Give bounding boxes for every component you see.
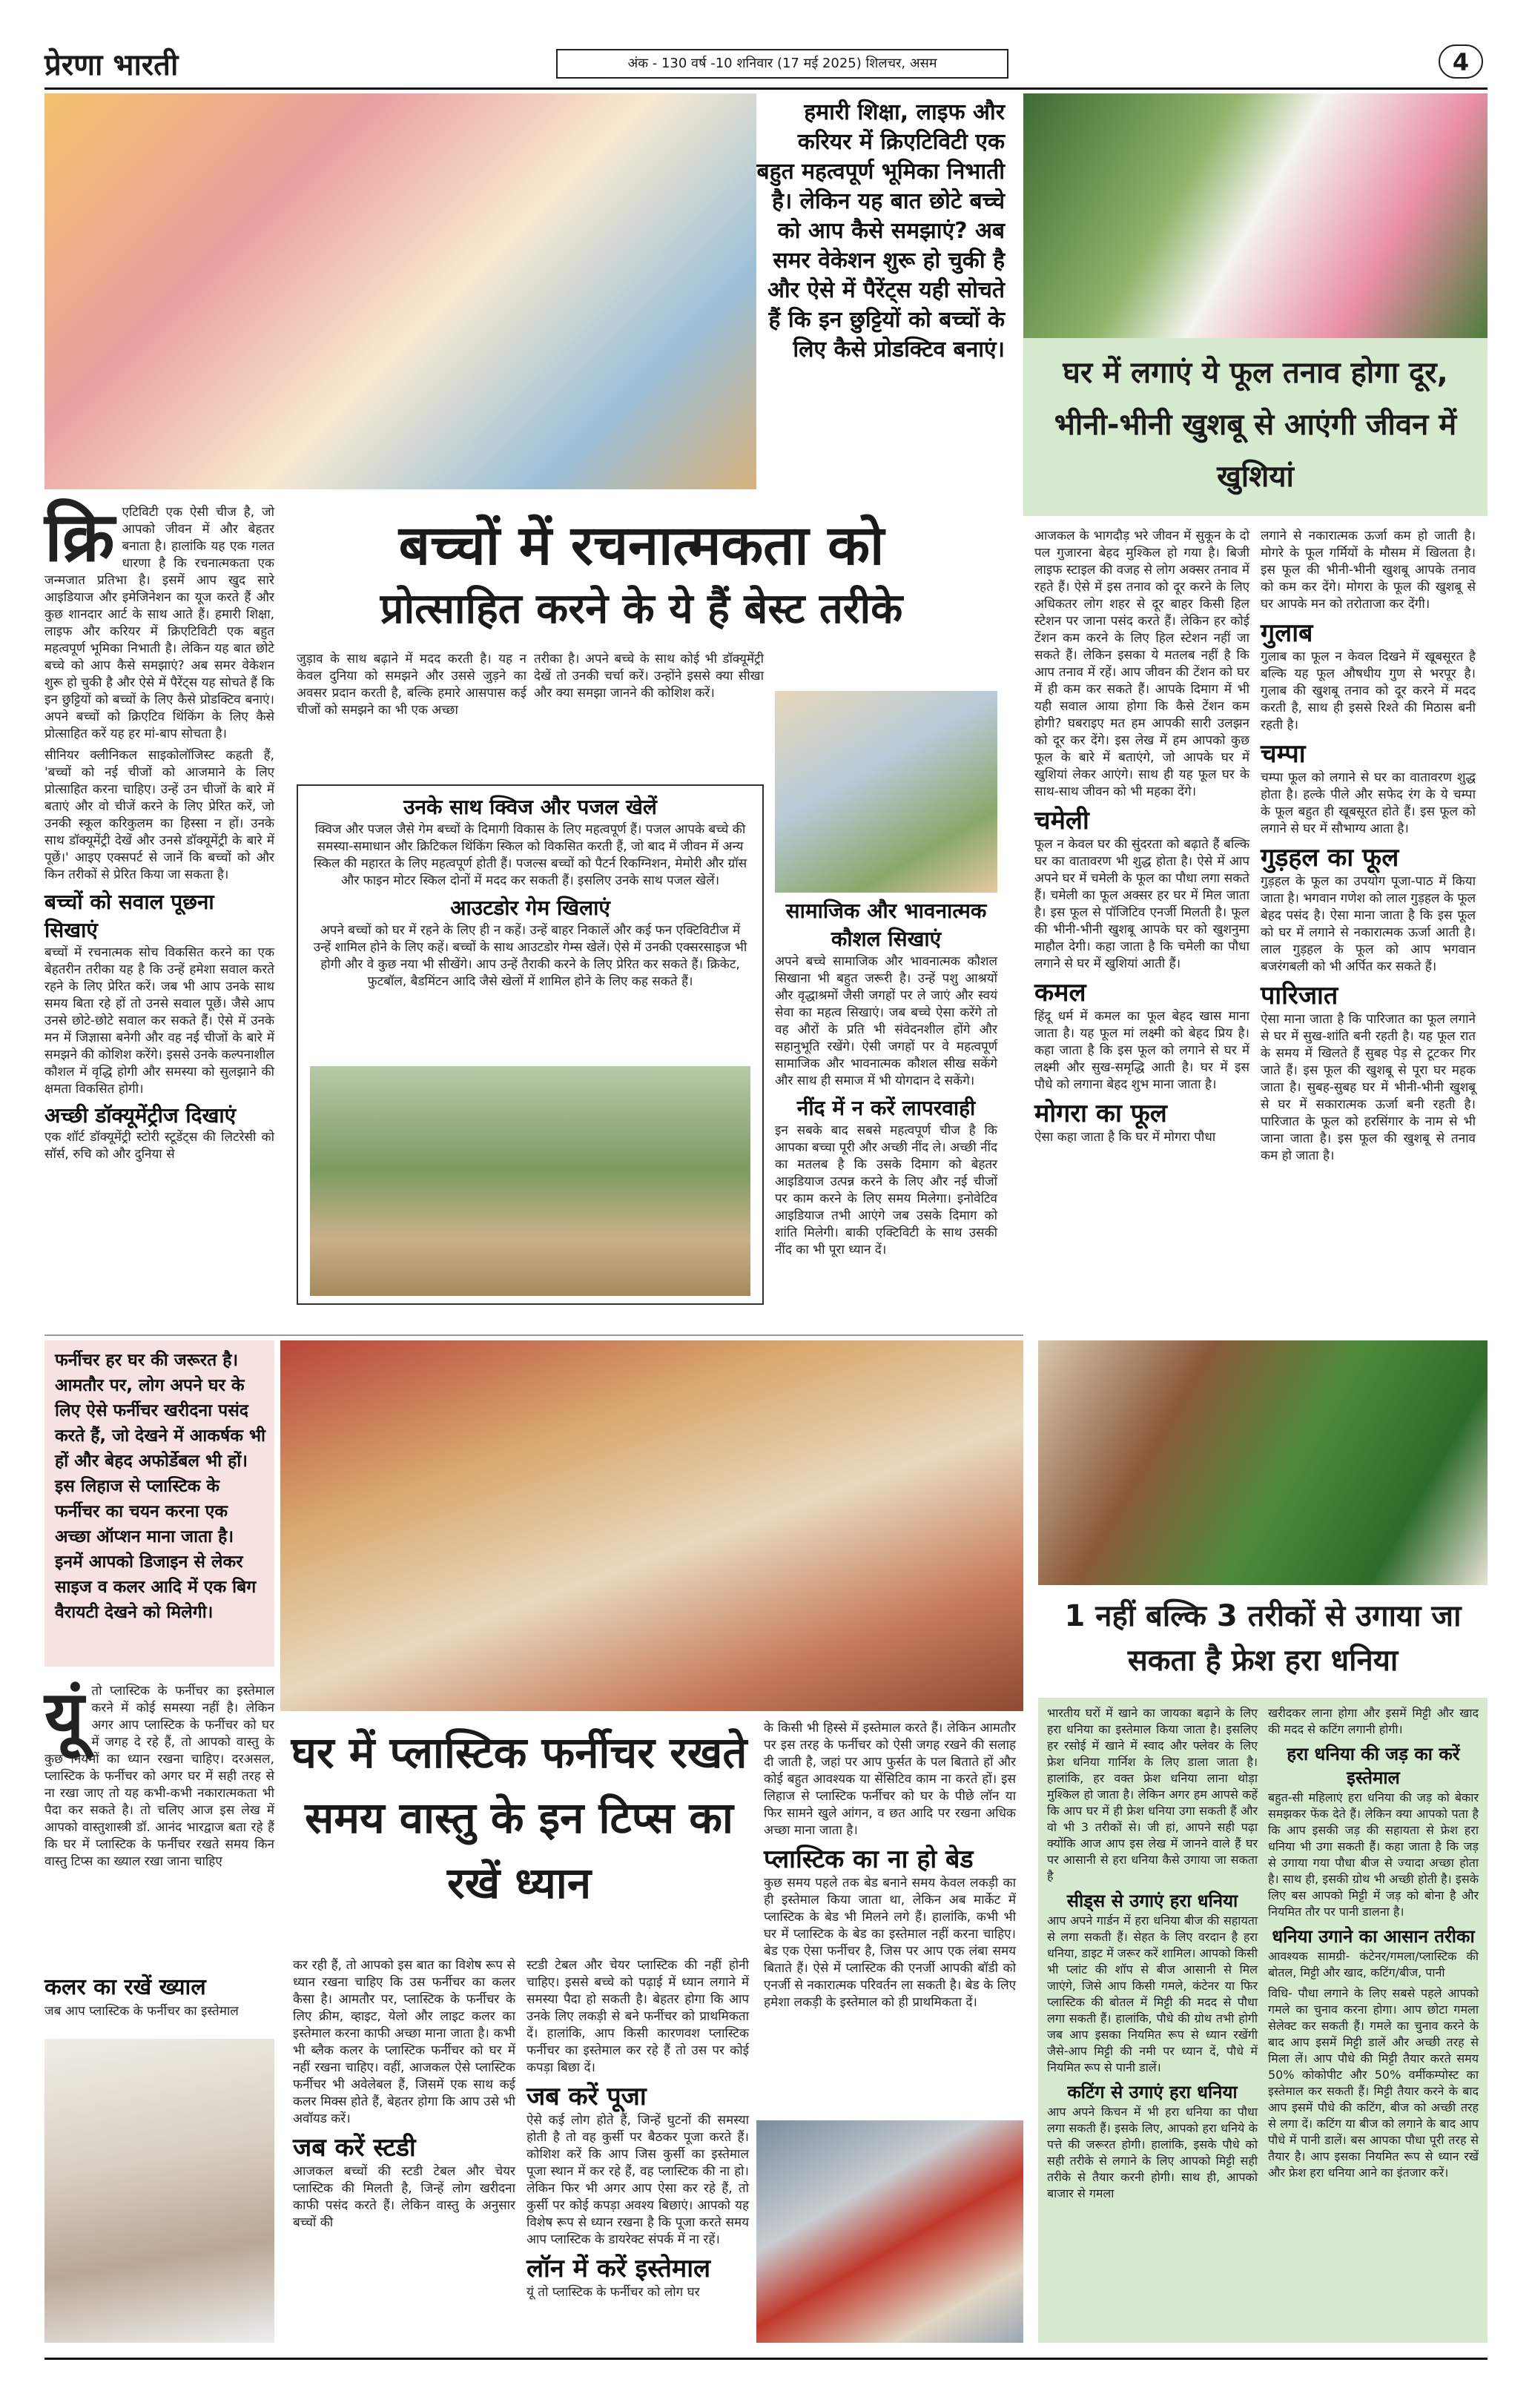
sub-gulab: गुलाब — [1261, 618, 1313, 648]
flowers-col2 — [1261, 528, 1476, 1329]
roots-text: बहुत-सी महिलाएं हरा धनिया की जड़ को बेकार समझकर फेंक देते हैं। लेकिन क्या आपको पता है कि आप इसकी जड़ की सहायता से फ्रेश हरा धनिया भी उगा सकती हैं। कहा जाता है कि जड़ से उगाया गया पौधा बीज से ज्यादा अच्छा होता है। साथ ही, इसकी ग्रोथ भी अच्छी होती है। इसके लिए बस आपको मिट्टी में जड़ को बोना है और नियमित तौर पर पानी डालना है। — [1268, 1790, 1479, 1919]
sub-documentaries: अच्छी डॉक्यूमेंट्रीज दिखाएं — [44, 1103, 237, 1128]
creativity-col3: तरीका है। अपने बच्चे के साथ कोई भी डॉक्यूमेंट्री देखें तो उनकी चर्चा करें। उन्होंने इससे क्या सीखा और क्या समझा जानने की कोशिश करें। — [534, 652, 764, 701]
coriander-col2-intro: खरीदकर लाना होगा और इसमें मिट्टी और खाद की मदद से कटिंग लगानी होगी। — [1268, 1706, 1479, 1736]
gudhal-text: गुड़हल के फूल का उपयोग पूजा-पाठ में किया जाता है। भगवान गणेश को लाल गुड़हल के फूल बेहद पसंद है। ऐसा माना जाता है कि इस फूल को घर में लगाने से नकारात्मक ऊर्जा आती है। लाल गुड़हल के फूल को आप भगवान बजरंगबली को भी अर्पित कर सकते हैं। — [1261, 874, 1476, 974]
documentaries-text: एक शॉर्ट डॉक्यूमेंट्री स्टोरी स्टूडेंट्स की लिटरेसी को सॉर्स, रुचि को और दुनिया से — [44, 1130, 274, 1162]
furniture-col1 — [44, 1676, 274, 1979]
sleep-text: इन सबके बाद सबसे महत्वपूर्ण चीज है कि आपका बच्चा पूरी और अच्छी नींद ले। अच्छी नींद का मतलब है कि उसके दिमाग को बेहतर आइडियाज उत्पन्न करने के लिए और नई चीजों पर काम करने के लिए समय मिलेगा। इनोवेटिव आइडियाज तभी आएंगे जब उसके दिमाग को शांति मिलेगी। बाकी एक्टिविटी के साथ उसकी नींद का भी पूरा ध्यान दें। — [775, 1123, 997, 1257]
bottom-rule — [44, 2358, 1488, 2360]
creativity-intro: हमारी शिक्षा, लाइफ और करियर में क्रिएटिविटी एक बहुत महत्वपूर्ण भूमिका निभाती है। लेकिन यह बात छोटे बच्चे को आप कैसे समझाएं? अब समर वेकेशन शुरू हो चुकी है और ऐसे में पैरेंट्स यही सोचते हैं कि इन छुट्टियों को बच्चों के लिए कैसे प्रोडक्टिव बनाएं। — [756, 99, 1005, 363]
creativity-headline-2: प्रोत्साहित करने के ये हैं बेस्ट तरीके — [380, 585, 903, 633]
puja-text: ऐसे कई लोग होते हैं, जिन्हें घुटनों की समस्या होती है तो वह कुर्सी पर बैठकर पूजा करते हैं। कोशिश करें कि आप जिस कुर्सी का इस्तेमाल पूजा स्थान में कर रहे हैं, वह प्लास्टिक की ना हो। लेकिन फिर भी अगर आप ऐसा कर रहे हैं, तो कुर्सी पर कोई कपड़ा अवश्य बिछाएं। आपको यह विशेष रूप से ध्यान रखना है कि पूजा करते समय आप प्लास्टिक के डायरेक्ट संपर्क में ना रहें। — [526, 2113, 749, 2247]
outdoor-text: अपने बच्चों को घर में रहने के लिए ही न कहें। उन्हें बाहर निकालें और कई फन एक्टिविटीज में उन्हें शामिल होने के लिए कहें। बच्चों के साथ आउटडोर गेम्स खेलें। ऐसे में उनकी एक्सरसाइज भी होगी और वे कुछ नया भी सीखेंगे। आप उन्हें तैराकी करने के लिए प्रेरित कर सकते हैं। क्रिकेट, फुटबॉल, बैडमिंटन आदि जैसे खेलों में शामिल होने के लिए कह सकते हैं। — [313, 923, 747, 989]
furniture-col2 — [293, 1957, 515, 2343]
study-text: आजकल बच्चों की स्टडी टेबल और चेयर प्लास्टिक की मिलती है, जिन्हें लोग खरीदना काफी पसंद करते हैं। लेकिन वास्तु के अनुसार बच्चों की — [293, 2164, 515, 2230]
creativity-col1 — [44, 497, 274, 1312]
flowers-intro: आजकल के भागदौड़ भरे जीवन में सुकून के दो पल गुजारना बेहद मुश्किल हो गया है। बिजी लाइफ स्टाइल की वजह से लोग अक्सर तनाव में रहते हैं। ऐसे में इस तनाव को दूर करने के लिए अधिकतर लोग शहर से दूर बाहर किसी हिल स्टेशन पर जाना पसंद करते हैं। लेकिन हर कोई टेंशन कम करने के लिए हिल स्टेशन नहीं जा सकते हैं। लेकिन इसका ये मतलब नहीं है कि आप तनाव में रहें। आप जीवन की टेंशन को घर में ही कम कर सकते हैं। आपके दिमाग में भी यही सवाल आया होगा कि कैसे टेंशन कम होगी? घबराइए मत हम आपकी सारी उलझन को दूर कर देंगे। इस लेख में हम आपको कुछ फूल के बारे में बताएंगे, जो आपके घर में खुशियां लेकर आएंगे। साथ ही यह फूल घर के साथ-साथ जीवन को भी महका देंगे। — [1034, 529, 1249, 799]
patio-furniture-image — [280, 1340, 1023, 1711]
social-text: अपने बच्चे सामाजिक और भावनात्मक कौशल सिखाना भी बहुत जरूरी है। उन्हें पशु आश्रयों और वृद्धाश्रमों जैसी जगहों पर ले जाएं और स्वयं सेवा का महत्व सिखाएं। जब बच्चे ऐसा करेंगे तो वह औरों के प्रति भी संवेदनशील होंगे और सहानुभूति रखेंगे। ऐसी जगहों पर वे महत्वपूर्ण सामाजिक और भावनात्मक कौशल सीख सकेंगे और साथ ही समाज में भी योगदान दे सकेंगे। — [775, 954, 997, 1088]
sub-color: कलर का रखें ख्याल — [44, 1974, 206, 2000]
furniture-col3-text: स्टडी टेबल और चेयर प्लास्टिक की नहीं होनी चाहिए। इससे बच्चे को पढ़ाई में ध्यान लगाने में समस्या पैदा हो सकती है। बेहतर होगा कि आप उनके लिए लकड़ी से बने फर्नीचर को प्राथमिकता दें। हालांकि, आप किसी कारणवश प्लास्टिक फर्नीचर का इस्तेमाल कर रहे हैं तो उस पर कोई कपड़ा बिछा दें। — [526, 1958, 749, 2075]
creativity-col1-para1: एटिविटी एक ऐसी चीज है, जो आपको जीवन में और बेहतर बनाता है। हालांकि यह एक गलत धारणा है कि रचनात्मकता एक जन्मजात प्रतिभा है। इसमें आप खुद सारे आइडियाज और इमेजिनेशन का यूज करते हैं और कुछ शानदार आर्ट के साथ आते हैं। हमारी शिक्षा, लाइफ और करियर में क्रिएटिविटी एक बहुत महत्वपूर्ण भूमिका निभाती है। लेकिन यह बात छोटे बच्चे को आप कैसे समझाएं? अब समर वेकेशन शुरू हो चुकी है और ऐसे में पैरेंट्स यह सोचते हैं कि इन छुट्टियों को बच्चों के लिए कैसे प्रोडक्टिव बनाएं। अपने बच्चों को क्रिएटिव थिंकिंग के लिए कैसे प्रोत्साहित करें यह हर मां-बाप सोचता है। — [44, 505, 274, 741]
kids-hopper-balls-image — [310, 1066, 750, 1296]
issue-line: अंक - 130 वर्ष -10 शनिवार (17 मई 2025) शिलचर, असम — [556, 49, 1008, 79]
creativity-col2: जुड़ाव के साथ बढ़ाने में मदद करती है। यह न केवल दुनिया को समझने और उससे जुड़ने का अवसर प्रदान करती है, बल्कि हमारे आसपास कई चीजों को समझने का भी एक अच्छा — [297, 652, 526, 718]
sub-quiz: उनके साथ क्विज और पजल खेलें — [403, 795, 657, 819]
bed-text: कुछ समय पहले तक बेड बनाने समय केवल लकड़ी का ही इस्तेमाल किया जाता था, लेकिन अब मार्केट में प्लास्टिक के बेड भी मिलने लगे हैं। हालांकि, कभी भी घर में प्लास्टिक के बेड का इस्तेमाल नहीं करना चाहिए। बेड एक ऐसा फर्नीचर है, जिस पर आप एक लंबा समय बिताते हैं। ऐसे में प्लास्टिक की एनर्जी आपकी बॉडी को एनर्जी से नकारात्मक परिवर्तन ला सकती है। बेड के लिए हमेशा लकड़ी के इस्तेमाल को ही प्राथमिकता दें। — [764, 1876, 1016, 2010]
coriander-col2 — [1268, 1705, 1479, 2335]
jasmine-hibiscus-image — [1023, 93, 1488, 338]
paper-name: प्रेरणा भारती — [44, 47, 179, 82]
furniture-color-block — [44, 1972, 274, 2031]
flowers-headline: घर में लगाएं ये फूल तनाव होगा दूर, भीनी-भीनी खुशबू से आएंगी जीवन में खुशियां — [1054, 356, 1457, 494]
woman-laptop-image — [44, 2039, 274, 2343]
coriander-panel — [1038, 1698, 1488, 2343]
sub-social: सामाजिक और भावनात्मक कौशल सिखाएं — [785, 899, 987, 951]
sub-cutting: कटिंग से उगाएं हरा धनिया — [1067, 2082, 1238, 2103]
furniture-intro: फर्नीचर हर घर की जरूरत है। आमतौर पर, लोग अपने घर के लिए ऐसे फर्नीचर खरीदना पसंद करते हैं, जो देखने में आकर्षक भी हों और बेहद अफोर्डेबल भी हों। इस लिहाज से प्लास्टिक के फर्नीचर का चयन करना एक अच्छा ऑप्शन माना जाता है। इनमें आपको डिजाइन से लेकर साइज व कलर आदि में एक बिग वैरायटी देखने को मिलेगी। — [55, 1351, 265, 1622]
coriander-plant-image — [1038, 1340, 1488, 1585]
furniture-col2-text: कर रही हैं, तो आपको इस बात का विशेष रूप से ध्यान रखना चाहिए कि उस फर्नीचर का कलर कैसा है। आमतौर पर, प्लास्टिक के फर्नीचर के लिए क्रीम, व्हाइट, येलो और लाइट कलर का इस्तेमाल करना काफी अच्छा माना जाता है। कभी भी ब्लैक कलर के प्लास्टिक फर्नीचर को घर में नहीं रखना चाहिए। वहीं, आजकल ऐसे प्लास्टिक फर्नीचर भी अवेलेबल हैं, जिसमें एक साथ कई कलर मिक्स होते हैं, बेहतर होगा कि आप उसे भी अवॉयड करें। — [293, 1958, 515, 2126]
coriander-headline: 1 नहीं बल्कि 3 तरीकों से उगाया जा सकता है फ्रेश हरा धनिया — [1064, 1599, 1462, 1678]
sub-puja: जब करें पूजा — [526, 2082, 647, 2111]
sub-kamal: कमल — [1034, 978, 1086, 1008]
sub-seed: सीड्स से उगाएं हरा धनिया — [1066, 1891, 1238, 1911]
sub-questions: बच्चों को सवाल पूछना सिखाएं — [44, 890, 214, 942]
page-number: 4 — [1439, 44, 1483, 79]
coriander-col1 — [1047, 1705, 1258, 2335]
sub-sleep: नींद में न करें लापरवाही — [796, 1096, 976, 1120]
seed-text: आप अपने गार्डन में हरा धनिया बीज की सहायता से लगा सकती हैं। सेहत के लिए वरदान है हरा धनिया, डाइट में जरूर करें शामिल। आपको किसी भी प्लांट की शॉप से बीज आसानी से मिल जाएंगे, जिसे आप किसी गमले, कंटेनर या फिर प्लास्टिक की बोतल में मिट्टी की मदद से पौधा लगा सकती हैं। हालांकि, पौधे की ग्रोथ तभी होगी जब आप इसका नियमित रूप से ध्यान रखेंगी जैसे-आप मिट्टी की नमी पर ध्यान दें, पौधे में नियमित रूप से पानी डालें। — [1047, 1914, 1258, 2074]
flowers-col2-intro: लगाने से नकारात्मक ऊर्जा कम हो जाती है। मोगरे के फूल गर्मियों के मौसम में खिलता है। इस फूल की भीनी-भीनी खुशबू आपके तनाव को कम कर देंगे। मोगरा के फूल की खुशबू से घर आपके मन को तरोताजा कर देंगी। — [1261, 529, 1476, 612]
gulab-text: गुलाब का फूल न केवल दिखने में खूबसूरत है बल्कि यह फूल औषधीय गुण से भरपूर है। गुलाब की खुशबू तनाव को दूर करने में मदद करती है, साथ ही इससे रिश्ते की मिठास बनी रहती है। — [1261, 649, 1476, 732]
masthead-rule — [44, 87, 1488, 90]
children-drawing-image — [44, 93, 756, 489]
section-rule-mid — [44, 1334, 1023, 1336]
sub-bed: प्लास्टिक का ना हो बेड — [764, 1845, 974, 1874]
quiz-text: क्विज और पजल जैसे गेम बच्चों के दिमागी विकास के लिए महत्वपूर्ण हैं। पजल आपके बच्चे की समस्या-समाधान और क्रिटिकल थिंकिंग स्किल को विकसित करती हैं, जो बाद में जीवन में अन्य स्किल की महारत के लिए महत्वपूर्ण होती हैं। पजल्स बच्चों को पैटर्न रिकग्निशन, मेमोरी और ग्रॉस और फाइन मोटर स्किल दोनों में मदद कर सकती हैं। इसलिए उनके साथ पजल खेलें। — [313, 822, 747, 888]
furniture-intro-panel — [44, 1340, 274, 1667]
color-text: जब आप प्लास्टिक के फर्नीचर का इस्तेमाल — [44, 2004, 239, 2019]
mogra-text: ऐसा कहा जाता है कि घर में मोगरा पौधा — [1034, 1130, 1216, 1145]
sub-mogra: मोगरा का फूल — [1034, 1099, 1167, 1128]
coriander-intro: भारतीय घरों में खाने का जायका बढ़ाने के लिए हरा धनिया का इस्तेमाल किया जाता है। इसलिए हर रसोई में खाने में स्वाद और फ्लेवर के लिए फ्रेश धनिया गार्निश के लिए डाला जाता है। हालांकि, हर वक्त फ्रेश धनिया लाना थोड़ा मुश्किल हो जाता है। लेकिन अगर हम आपसे कहें कि आप घर में ही फ्रेश धनिया उगा सकती हैं और वो भी 3 तरीकों से। जी हां, आपने सही पढ़ा क्योंकि आज आप इस लेख में जानने वाले हैं घर पर आसानी से हरा धनिया कैसे उगाया जा सकता है — [1047, 1706, 1258, 1883]
flowers-headline-panel — [1023, 338, 1488, 516]
masthead — [44, 43, 1488, 87]
method-text: विधि- पौधा लगाने के लिए सबसे पहले आपको गमले का चुनाव करना होगा। आप छोटा गमला सेलेक्ट कर सकती हैं। गमले का चुनाव करने के बाद आप इसमें मिट्टी डालें और अच्छी तरह से मिला लें। आप पौधे की मिट्टी तैयार करते समय 50% कोकोपीट और 50% वर्मीकम्पोस्ट का इस्तेमाल कर सकती हैं। मिट्टी तैयार करने के बाद आप इसमें पौधे की कटिंग, बीज को अच्छी तरह से लगा दें। कटिंग या बीज को लगाने के बाद आप पौधे में पानी डालें। बस आपका पौधा पूरी तरह से तैयार है। आप इसका नियमित रूप से ध्यान रखें और फ्रेश हरा धनिया आने का इंतजार करें। — [1268, 1986, 1479, 2180]
sub-parijat: पारिजात — [1261, 981, 1338, 1010]
furniture-headline: घर में प्लास्टिक फर्नीचर रखते समय वास्तु के इन टिप्स का रखें ध्यान — [291, 1727, 747, 1908]
champa-text: चम्पा फूल को लगाने से घर का वातावरण शुद्ध होता है। हल्के पीले और सफेद रंग के ये चम्पा के फूल बहुत ही खूबसूरत होते हैं। इस फूल को लगाने से घर में सौभाग्य आता है। — [1261, 770, 1476, 836]
furniture-col4-text: के किसी भी हिस्से में इस्तेमाल करते हैं। लेकिन आमतौर पर इस तरह के फर्नीचर को ऐसी जगह रखने की सलाह दी जाती है, जहां पर आप फुर्सत के पल बिताते हों और कोई बहुत आवश्यक या सेंसिटिव काम ना करते हों। इस लिहाज से प्लास्टिक फर्नीचर को घर के पीछे लॉन या फिर सामने खुले आंगन, व छत आदि पर रखना अधिक अच्छा माना जाता है। — [764, 1721, 1016, 1838]
furniture-col1-text: तो प्लास्टिक के फर्नीचर का इस्तेमाल करने में कोई समस्या नहीं है। लेकिन अगर आप प्लास्टिक के फर्नीचर को घर में जगह दे रहे हैं, तो आपको वास्तु के कुछ नियमों का ध्यान रखना चाहिए। दरअसल, प्लास्टिक के फर्नीचर को अगर घर में सही तरह से ना रखा जाए तो यह कभी-कभी नकारात्मकता भी पैदा कर सकते है। तो चलिए आज इस लेख में आपको वास्तुशास्त्री डॉ. आनंद भारद्वाज बता रहे हैं कि घर में प्लास्टिक के फर्नीचर रखते समय किन वास्तु टिप्स का ख्याल रखा जाना चाहिए — [44, 1684, 274, 1869]
creativity-headline-1: बच्चों में रचनात्मकता को — [398, 514, 885, 578]
furniture-drop-letter: यूं — [44, 1676, 85, 1756]
furniture-col3 — [526, 1957, 749, 2343]
sub-chameli: चमेली — [1034, 806, 1089, 836]
quiz-outdoor-box — [297, 784, 764, 1305]
lawn-text: यूं तो प्लास्टिक के फर्नीचर को लोग घर — [526, 2285, 700, 2300]
red-chair-image — [756, 2120, 1023, 2343]
sub-study: जब करें स्टडी — [293, 2133, 416, 2163]
questions-text: बच्चों में रचनात्मक सोच विकसित करने का एक बेहतरीन तरीका यह है कि उन्हें हमेशा सवाल करते रहने के लिए प्रेरित करें। जब भी आप उनके साथ समय बिता रहे हों तो उनसे सवाल पूछें। जैसे आप उनसे छोटे-छोटे सवाल कर सकते हैं। ऐसे में उनके मन में जिज्ञासा बनेगी और वह नई चीजों के बारे में समझने की कोशिश करेंगे। इससे उनके कल्पनाशील कौशल में वृद्धि होगी और समस्या को सुलझाने की क्षमता विकसित होगी। — [44, 945, 274, 1096]
easy-text: आवश्यक सामग्री- कंटेनर/गमला/प्लास्टिक की बोतल, मिट्टी और खाद, कटिंग/बीज, पानी — [1268, 1949, 1479, 1979]
flowers-col1 — [1034, 528, 1249, 1329]
sub-champa: चम्पा — [1261, 739, 1306, 769]
teacher-reading-image — [775, 691, 997, 893]
sub-lawn: लॉन में करें इस्तेमाल — [526, 2254, 711, 2283]
cutting-text: आप अपने किचन में भी हरा धनिया का पौधा लगा सकती हैं। इसके लिए, आपको हरा धनिये के पत्ते की जरूरत होगी। हालांकि, इसके पौधे को सही तरीके से लगाने के लिए आपको मिट्टी सही तरीके से तैयार करनी होगी। साथ ही, आपको बाजार से गमला — [1047, 2105, 1258, 2200]
creativity-col4 — [775, 897, 997, 1305]
kamal-text: हिंदू धर्म में कमल का फूल बेहद खास माना जाता है। यह फूल मां लक्ष्मी को बेहद प्रिय है। कहा जाता है कि इस फूल को लगाने से घर में लक्ष्मी और सुख-समृद्धि आती है। घर में इस पौधे को लगाना बेहद शुभ माना जाता है। — [1034, 1009, 1249, 1092]
sub-gudhal: गुड़हल का फूल — [1261, 843, 1399, 873]
sub-roots: हरा धनिया की जड़ का करें इस्तेमाल — [1287, 1744, 1460, 1788]
sub-outdoor: आउटडोर गेम खिलाएं — [450, 896, 610, 920]
creativity-col1-para2: सीनियर क्लीनिकल साइकोलॉजिस्ट कहती हैं, 'बच्चों को नई चीजों को आजमाने के लिए प्रोत्साहित करना चाहिए। उन्हें उन चीजों के बारे में बताएं और वो चीजें करने के लिए प्रेरित करें, जो उनकी स्कूल करिकुलम का हिस्सा न हों। उनके साथ डॉक्यूमेंट्री देखें और उनसे डॉक्यूमेंट्री के बारे में पूछें।' आइए एक्सपर्ट से जानें कि बच्चों को और किन तरीकों से प्रेरित किया जा सकता है। — [44, 748, 274, 882]
parijat-text: ऐसा माना जाता है कि पारिजात का फूल लगाने से घर में सुख-शांति बनी रहती है। यह फूल रात के समय में खिलते हैं सुबह पेड़ से टूटकर गिर जाते हैं। इस फूल की खुशबू से पूरा घर महक जाता है। सुबह-सुबह घर में भीनी-भीनी खुशबू से घर में सकारात्मक ऊर्जा बनी रहती है। पारिजात के फूल को हरसिंगार के नाम से भी जाना जाता है। इस फूल की खुशबू से तनाव कम हो जाता है। — [1261, 1012, 1476, 1163]
chameli-text: फूल न केवल घर की सुंदरता को बढ़ाते हैं बल्कि घर का वातावरण भी शुद्ध होता है। ऐसे में आप अपने घर में चमेली के फूल का पौधा लगा सकते हैं। चमेली का फूल अक्सर हर घर में मिल जाता है। इस फूल से पॉजिटिव एनर्जी मिलती है। फूल की भीनी-भीनी खुशबू आपके घर को खुशनुमा माहौल देगी। कहा जाता है कि चमेली का पौधा लगाने से घर में खुशियां आती हैं। — [1034, 837, 1249, 971]
creativity-drop-letter: क्रि — [44, 497, 115, 577]
sub-easy: धनिया उगाने का आसान तरीका — [1272, 1926, 1475, 1947]
furniture-col4 — [764, 1720, 1016, 2113]
